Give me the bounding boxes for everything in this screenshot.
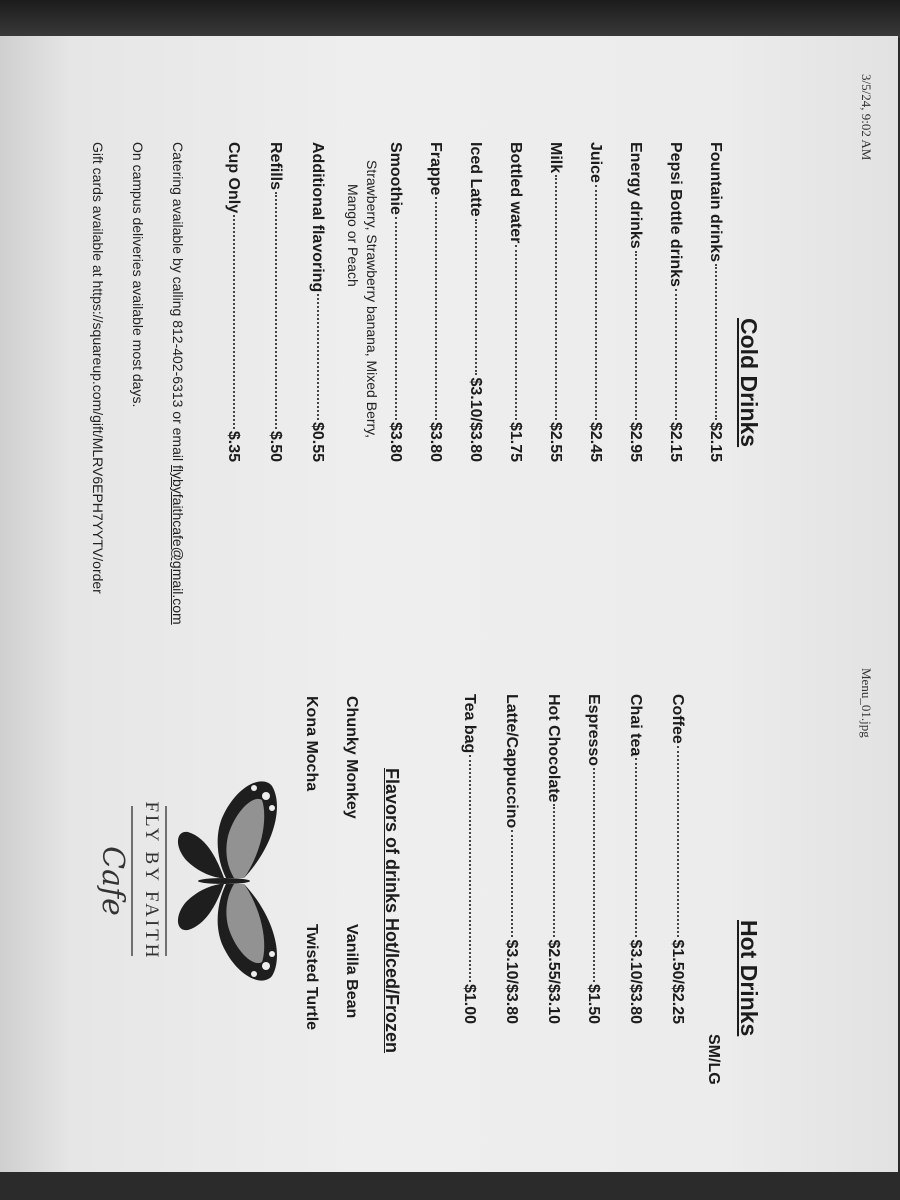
item-price: $1.50/$2.25 [669,939,686,1024]
flavors-title: Flavors of drinks Hot/Iced/Frozen [382,768,402,1054]
catering-email-link[interactable]: flybyfaithcafe@gmail.com [170,464,186,625]
menu-item-chai-tea [626,694,644,1024]
menu-item-frappe [426,142,444,462]
item-name: Iced Latte [467,142,484,217]
menu-item-latte-cappuccino [502,694,520,1024]
item-price: $0.55 [309,421,326,462]
menu-item-energy-drinks [626,142,644,462]
menu-item-refills [266,142,284,462]
item-name: Hot Chocolate [545,694,562,803]
item-price: $2.55/$3.10 [545,939,562,1024]
item-name: Coffee [669,694,686,744]
menu-page-rotated [0,36,898,1172]
menu-item-cup-only [224,142,242,462]
menu-item-pepsi-bottle [666,142,684,462]
item-price: $3.80 [387,421,404,462]
item-name: Pepsi Bottle drinks [667,142,684,287]
menu-item-juice [586,142,604,462]
flavor-chunky-monkey: Chunky Monkey [343,696,360,819]
item-price: $2.55 [547,421,564,462]
item-price: $2.15 [707,421,724,462]
menu-item-additional-flavoring [308,142,326,462]
flavor-vanilla-bean: Vanilla Bean [343,924,360,1019]
item-price: $2.45 [587,421,604,462]
item-name: Chai tea [627,694,644,757]
cafe-logo [94,766,284,996]
flavor-kona-mocha: Kona Mocha [303,696,320,792]
menu-item-iced-latte [466,142,484,462]
item-name: Energy drinks [627,142,644,249]
item-name: Tea bag [461,694,478,754]
menu-item-fountain-drinks [706,142,724,462]
menu-item-hot-chocolate [544,694,562,1024]
item-name: Espresso [585,694,602,767]
item-name: Frappe [427,142,444,196]
item-price: $.35 [225,430,242,462]
item-name: Fountain drinks [707,142,724,262]
menu-item-bottled-water [506,142,524,462]
hot-drinks-title: Hot Drinks [736,920,762,1037]
print-filename: Menu_01.jpg [859,668,874,738]
menu-item-tea-bag [460,694,478,1024]
item-price: $3.80 [427,421,444,462]
item-name: Cup Only [225,142,242,214]
size-label: SM/LG [705,1034,722,1085]
item-name: Milk [547,142,564,174]
item-price: $3.10/$3.80 [627,939,644,1024]
menu-item-espresso [584,694,602,1024]
print-datetime: 3/5/24, 9:02 AM [859,74,874,161]
giftcard-line: Gift cards available at https://squareup.com/gift/MLRV6EPH7YYTV/order [90,142,106,594]
flavor-twisted-turtle: Twisted Turtle [303,924,320,1031]
item-price: $1.50 [585,983,602,1024]
smoothie-flavors-note-2: Mango or Peach [345,184,361,287]
item-price: $3.10/$3.80 [467,377,484,462]
binder-edge-top [0,0,900,38]
catering-line [170,142,186,625]
item-name: Bottled water [507,142,524,244]
menu-item-smoothie [386,142,404,462]
logo-script-text: Cafe [95,846,130,916]
item-price: $3.10/$3.80 [503,939,520,1024]
item-name: Latte/Cappuccino [503,694,520,829]
menu-sheet [0,36,898,1172]
item-name: Refills [267,142,284,191]
menu-item-coffee [668,694,686,1024]
deliveries-line: On campus deliveries available most days. [130,142,146,408]
menu-item-milk [546,142,564,462]
item-name: Juice [587,142,604,183]
item-price: $1.00 [461,983,478,1024]
item-price: $2.15 [667,421,684,462]
smoothie-flavors-note: Strawberry, Strawberry banana, Mixed Berry, [364,160,380,439]
item-name: Smoothie [387,142,404,215]
item-price: $2.95 [627,421,644,462]
catering-text: Catering available by calling 812-402-6313 or email [170,142,186,465]
binder-edge-bottom [0,1172,900,1200]
item-price: $.50 [267,430,284,462]
cold-drinks-title: Cold Drinks [736,318,762,448]
item-price: $1.75 [507,421,524,462]
item-name: Additional flavoring [309,142,326,293]
logo-brand-text: FLY BY FAITH [141,801,162,961]
